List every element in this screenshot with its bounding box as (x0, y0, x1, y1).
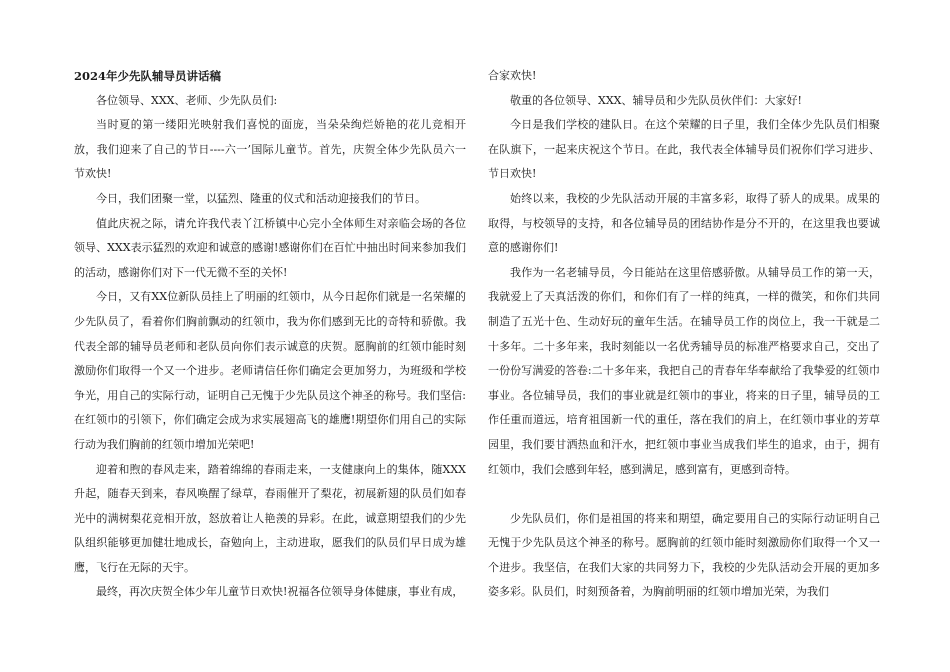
left-column (74, 64, 466, 605)
body-paragraph: 今日是我们学校的建队日。在这个荣耀的日子里，我们全体少先队员们相聚在队旗下，一起来庆祝这个节日。在此，我代表全体辅导员们祝你们学习进步、节日欢快! (488, 118, 880, 181)
body-paragraph: 当时夏的第一缕阳光映射我们喜悦的面庞，当朵朵绚烂娇艳的花儿竞相开放，我们迎来了自己的节日----六一’国际儿童节。首先，庆贺全体少先队员六一节欢快! (74, 118, 466, 181)
greeting-paragraph: 各位领导、XXX、老师、少先队员们: (96, 93, 278, 107)
body-paragraph: 今日，又有XX位新队员挂上了明丽的红领巾，从今日起你们就是一名荣耀的少先队员了，看着你们胸前飘动的红领巾，我为你们感到无比的奇特和骄傲。我代表全部的辅导员老师和老队员向你们表示诚意的庆贺。愿胸前的红领巾能时刻激励你们取得一个又一个进步。老师请信任你们确定会更加努力，为班级和学校争光，用自己的实际行动，证明自己无愧于少先队员这个神圣的称号。我们坚信:在红领巾的引领下，你们确定会成为求实展翅高飞的雄鹰!期望你们用自己的实际行动为我们胸前的红领巾增加光荣吧! (74, 290, 466, 451)
body-paragraph: 值此庆祝之际，请允许我代表丫江桥镇中心完小全体师生对亲临会场的各位领导、XXX表示猛烈的欢迎和诚意的感谢!感谢你们在百忙中抽出时间来参加我们的活动，感谢你们对下一代无微不至的关怀! (74, 216, 466, 279)
document-title: 2024年少先队辅导员讲话稿 (74, 69, 222, 83)
body-paragraph: 今日，我们团聚一堂，以猛烈、隆重的仪式和活动迎接我们的节日。 (96, 191, 426, 205)
body-paragraph: 最终，再次庆贺全体少年儿童节日欢快!祝福各位领导身体健康，事业有成， (96, 585, 464, 599)
continued-line: 合家欢快! (488, 69, 537, 82)
body-paragraph: 少先队员们，你们是祖国的将来和期望，确定要用自己的实际行动证明自己无愧于少先队员这个神圣的称号。愿胸前的红领巾能时刻激励你们取得一个又一个进步。我坚信，在我们大家的共同努力下，我校的少先队活动会开展的更加多姿多彩。队员们，时刻预备着，为胸前明丽的红领巾增加光荣，为我们 (488, 511, 880, 599)
body-paragraph: 始终以来，我校的少先队活动开展的丰富多彩，取得了骄人的成果。成果的取得，与校领导的支持，和各位辅导员的团结协作是分不开的，在这里我也要诚意的感谢你们! (488, 191, 880, 255)
body-paragraph: 我作为一名老辅导员，今日能站在这里倍感骄傲。从辅导员工作的第一天，我就爱上了天真活泼的你们，和你们有了一样的纯真，一样的微笑，和你们共同制造了五光十色、生动好玩的童年生活。在辅导员工作的岗位上，我一干就是二十多年。二十多年来，我时刻能以一名优秀辅导员的标准严格要求自己，交出了一份份写满爱的答卷:二十多年来，我把自己的青春年华奉献给了我挚爱的红领巾事业。各位辅导员，我们的事业就是红领巾的事业，将来的日子里，辅导员的工作任重而道远，培育祖国新一代的重任，落在我们的肩上，在红领巾事业的芳草园里，我们要甘洒热血和汗水，把红领巾事业当成我们毕生的追求，由于，拥有红领巾，我们会感到年轻，感到满足，感到富有，更感到奇特。 (488, 265, 880, 476)
greeting-paragraph: 敬重的各位领导、XXX、辅导员和少先队员伙伴们：大家好! (510, 93, 802, 107)
body-paragraph: 迎着和煦的春风走来，踏着绵绵的春雨走来，一支健康向上的集体，随XXX升起，随春天到来，春风唤醒了绿草，春雨催开了梨花，初展新翅的队员们如春光中的满树梨花竞相开放，怒放着让人艳羡的异彩。在此，诚意期望我们的少先队组织能够更加健壮地成长，奋勉向上，主动进取，愿我们的队员们早日成为雄鹰，飞行在无际的天宇。 (74, 462, 466, 574)
right-column (488, 64, 880, 605)
